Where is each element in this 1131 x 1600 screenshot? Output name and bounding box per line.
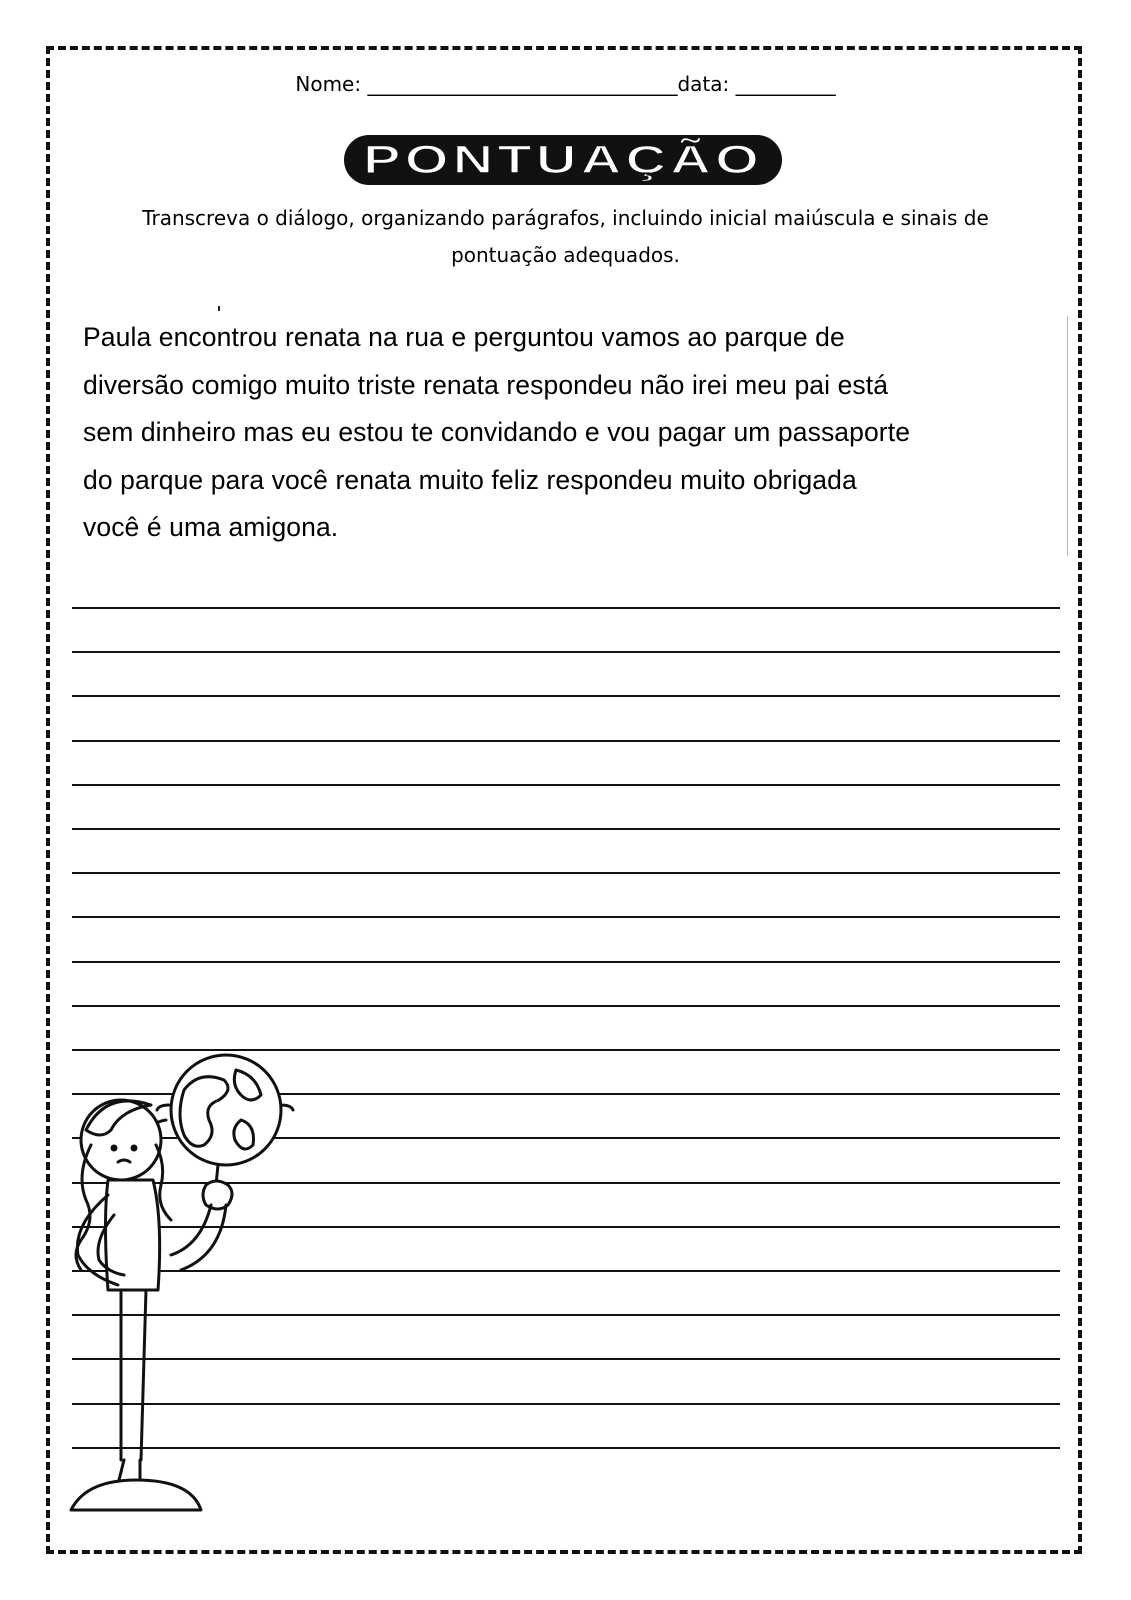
source-line: diversão comigo muito triste renata respondeu não irei meu pai está bbox=[83, 369, 889, 400]
source-line: você é uma amigona. bbox=[83, 512, 339, 542]
writing-line bbox=[72, 784, 1060, 786]
instructions: Transcreva o diálogo, organizando parágrafos, incluindo inicial maiúscula e sinais de pontuação adequados. bbox=[142, 206, 989, 267]
name-date-line: Nome: _______________________________data: __________ bbox=[295, 72, 836, 96]
writing-line bbox=[72, 607, 1060, 609]
writing-line bbox=[72, 872, 1060, 874]
writing-line bbox=[72, 1005, 1060, 1007]
writing-line bbox=[72, 740, 1060, 742]
writing-line bbox=[72, 828, 1060, 830]
title-text: PONTUAÇÃO bbox=[363, 138, 648, 182]
girl-spinning-globe-icon bbox=[66, 1050, 316, 1520]
source-line: sem dinheiro mas eu estou te convidando e vou pagar um passaporte bbox=[83, 417, 911, 447]
source-line: Paula encontrou renata na rua e perguntou vamos ao parque de bbox=[83, 322, 845, 352]
writing-line bbox=[72, 961, 1060, 963]
writing-line bbox=[72, 916, 1060, 918]
writing-line bbox=[72, 651, 1060, 653]
scan-edge-mark bbox=[1067, 316, 1068, 556]
writing-line bbox=[72, 695, 1060, 697]
source-line: do parque para você renata muito feliz respondeu muito obrigada bbox=[83, 464, 857, 495]
